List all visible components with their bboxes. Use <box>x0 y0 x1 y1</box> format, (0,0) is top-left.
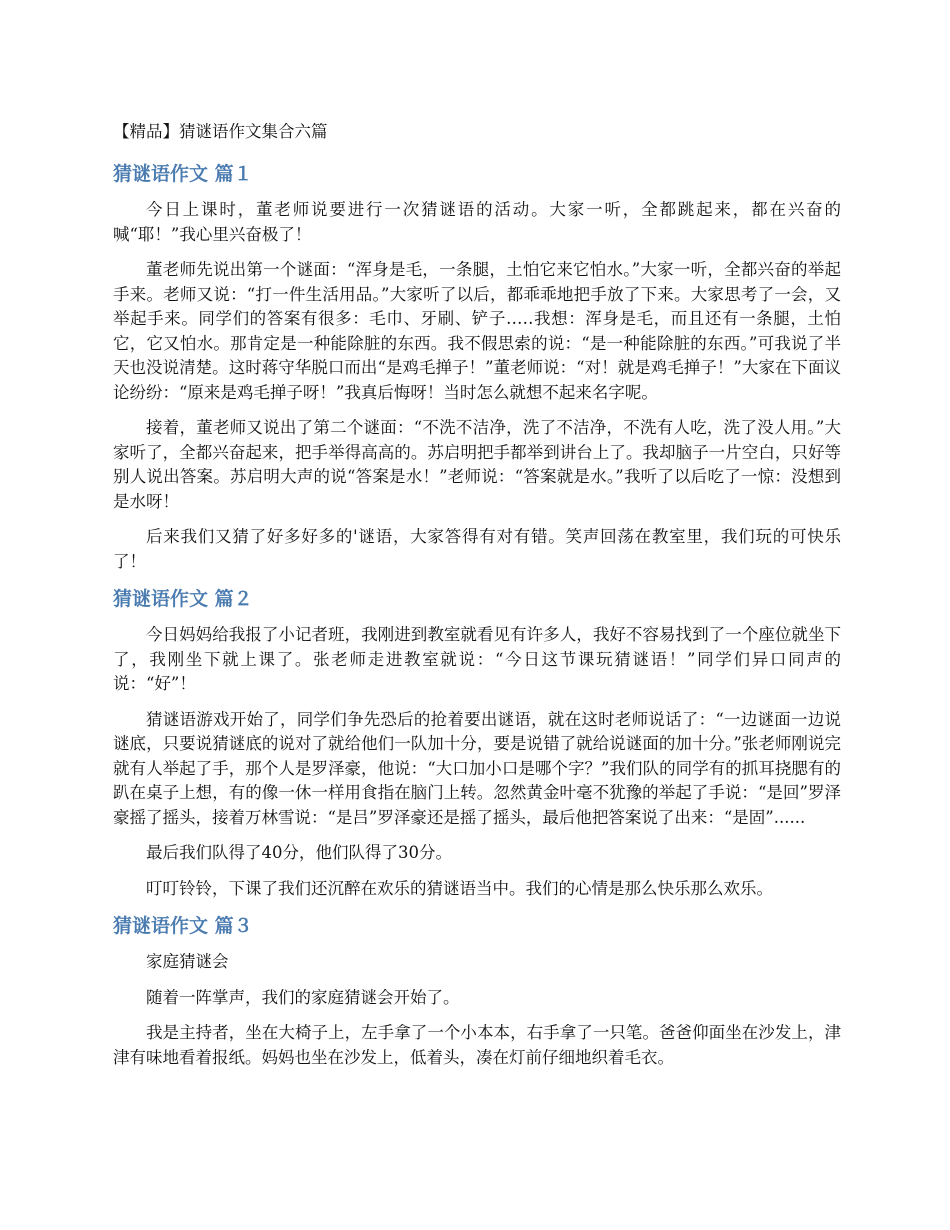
paragraph: 家庭猜谜会 <box>146 952 229 971</box>
paragraph: 董老师先说出第一个谜面：“浑身是毛，一条腿，土怕它来它怕水。”大家一听，全都兴奋的举起手来。老师又说：“打一件生活用品。”大家听了以后，都乖乖地把手放了下来。大家思考了一会，又举起手来。同学们的答案有很多：毛巾、牙刷、铲子…‥我想：浑身是毛，而且还有一条腿，土怕它，它又怕水。那肯定是一种能除脏的东西。我不假思索的说：“是一种能除脏的东西。”可我说了半天也没说清楚。这时蒋守华脱口而出“是鸡毛掸子！”董老师说：“对！就是鸡毛掸子！”大家在下面议论纷纷：“原来是鸡毛掸子呀！”我真后悔呀！当时怎么就想不起来名字呢。 <box>113 260 841 402</box>
section-1 <box>113 160 841 574</box>
section-heading: 猜谜语作文 篇１ <box>113 163 253 185</box>
paragraph: 今日上课时，董老师说要进行一次猜谜语的活动。大家一听，全都跳起来，都在兴奋的喊“耶！”我心里兴奋极了！ <box>113 200 841 244</box>
paragraph: 我是主持者，坐在大椅子上，左手拿了一个小本本，右手拿了一只笔。爸爸仰面坐在沙发上，津津有味地看着报纸。妈妈也坐在沙发上，低着头，凑在灯前仔细地织着毛衣。 <box>113 1023 841 1067</box>
document-body <box>113 120 841 1081</box>
paragraph: 随着一阵掌声，我们的家庭猜谜会开始了。 <box>146 987 460 1007</box>
paragraph: 猜谜语游戏开始了，同学们争先恐后的抢着要出谜语，就在这时老师说话了：“一边谜面一边说谜底，只要说猜谜底的说对了就给他们一队加十分，要是说错了就给说谜面的加十分。”张老师刚说完就有人举起了手，那个人是罗泽豪，他说：“大口加小口是哪个字？”我们队的同学有的抓耳挠腮有的趴在桌子上想，有的像一休一样用食指在脑门上转。忽然黄金叶毫不犹豫的举起了手说：“是回”罗泽豪摇了摇头，接着万林雪说：“是吕”罗泽豪还是摇了摇头，最后他把答案说了出来：“是固”...... <box>113 709 841 827</box>
section-2 <box>113 585 841 901</box>
document-title: 【精品】猜谜语作文集合六篇 <box>113 122 328 141</box>
section-heading: 猜谜语作文 篇３ <box>113 915 253 937</box>
section-3 <box>113 912 841 1070</box>
paragraph: 最后我们队得了40分，他们队得了30分。 <box>146 843 452 862</box>
paragraph: 接着，董老师又说出了第二个谜面：“不洗不洁净，洗了不洁净，不洗有人吃，洗了没人用。”大家听了，全都兴奋起来，把手举得高高的。苏启明把手都举到讲台上了。我却脑子一片空白，只好等别人说出答案。苏启明大声的说“答案是水！”老师说：“答案就是水。”我听了以后吃了一惊：没想到是水呀！ <box>113 418 841 511</box>
paragraph: 叮叮铃铃，下课了我们还沉醉在欢乐的猜谜语当中。我们的心情是那么快乐那么欢乐。 <box>146 878 773 898</box>
section-heading: 猜谜语作文 篇２ <box>113 588 253 610</box>
paragraph: 后来我们又猜了好多好多的'谜语，大家答得有对有错。笑声回荡在教室里，我们玩的可快乐了！ <box>113 527 841 571</box>
paragraph: 今日妈妈给我报了小记者班，我刚进到教室就看见有许多人，我好不容易找到了一个座位就坐下了，我刚坐下就上课了。张老师走进教室就说：“今日这节课玩猜谜语！”同学们异口同声的说：“好”！ <box>113 625 841 693</box>
